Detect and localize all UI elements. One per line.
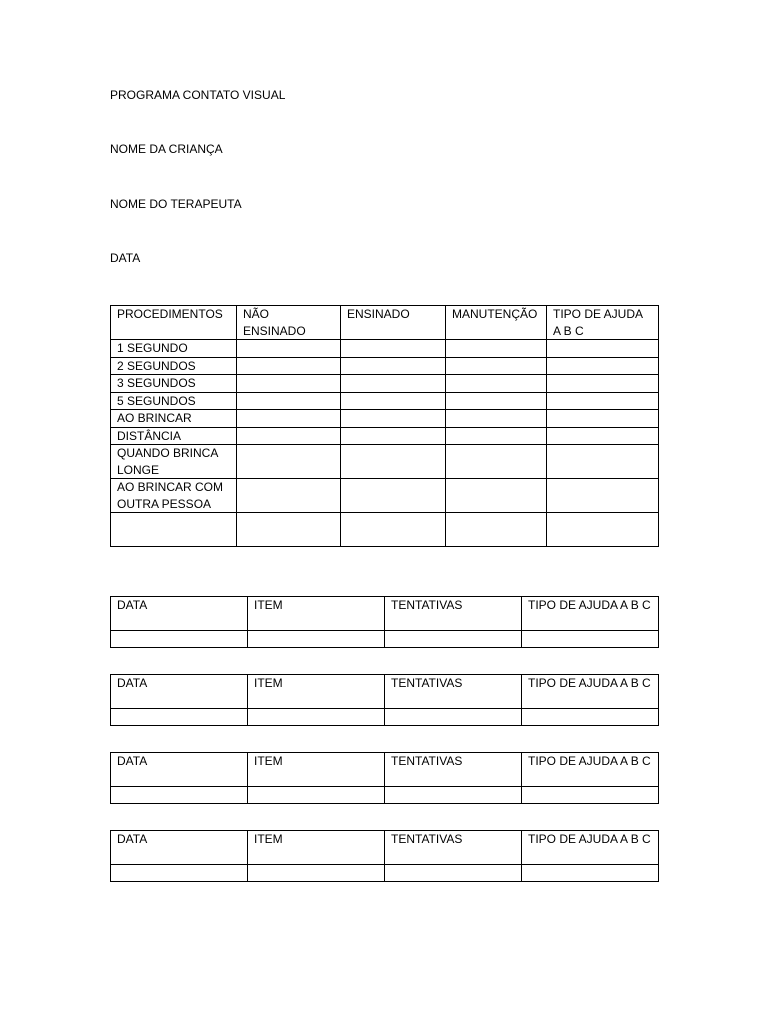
- empty-cell[interactable]: [446, 427, 547, 445]
- empty-cell[interactable]: [547, 340, 659, 358]
- session-table: [110, 596, 659, 648]
- header-cell: TIPO DE AJUDA A B C: [522, 675, 659, 709]
- procedure-cell: 2 SEGUNDOS: [111, 357, 237, 375]
- child-name-label: NOME DA CRIANÇA: [110, 142, 223, 156]
- empty-cell[interactable]: [341, 392, 446, 410]
- empty-cell[interactable]: [248, 709, 385, 726]
- empty-cell[interactable]: [547, 410, 659, 428]
- table-row: [111, 787, 659, 804]
- header-cell: MANUTENÇÃO: [446, 306, 547, 340]
- empty-cell[interactable]: [248, 631, 385, 648]
- empty-cell[interactable]: [446, 375, 547, 393]
- empty-cell[interactable]: [341, 410, 446, 428]
- empty-cell[interactable]: [547, 445, 659, 479]
- table-row: [111, 513, 659, 547]
- header-cell: NÃO ENSINADO: [237, 306, 341, 340]
- header-cell: TENTATIVAS: [385, 831, 522, 865]
- session-header-row: [111, 753, 659, 787]
- header-cell: DATA: [111, 831, 248, 865]
- date-label: DATA: [110, 251, 141, 265]
- header-cell: ENSINADO: [341, 306, 446, 340]
- header-cell: ITEM: [248, 753, 385, 787]
- empty-cell[interactable]: [237, 445, 341, 479]
- empty-cell[interactable]: [522, 631, 659, 648]
- header-cell: DATA: [111, 675, 248, 709]
- empty-cell[interactable]: [237, 427, 341, 445]
- empty-cell[interactable]: [547, 392, 659, 410]
- procedure-cell[interactable]: [111, 513, 237, 547]
- session-table: [110, 674, 659, 726]
- empty-cell[interactable]: [522, 787, 659, 804]
- table-row: [111, 375, 659, 393]
- header-cell: TENTATIVAS: [385, 597, 522, 631]
- empty-cell[interactable]: [237, 392, 341, 410]
- header-cell: PROCEDIMENTOS: [111, 306, 237, 340]
- empty-cell[interactable]: [547, 513, 659, 547]
- empty-cell[interactable]: [385, 787, 522, 804]
- procedure-cell: AO BRINCAR: [111, 410, 237, 428]
- empty-cell[interactable]: [341, 513, 446, 547]
- empty-cell[interactable]: [522, 865, 659, 882]
- empty-cell[interactable]: [237, 340, 341, 358]
- procedure-cell: 3 SEGUNDOS: [111, 375, 237, 393]
- table-row: [111, 340, 659, 358]
- empty-cell[interactable]: [385, 709, 522, 726]
- empty-cell[interactable]: [111, 709, 248, 726]
- procedure-cell: AO BRINCAR COM OUTRA PESSOA: [111, 479, 237, 513]
- session-table: [110, 752, 659, 804]
- empty-cell[interactable]: [341, 357, 446, 375]
- procedures-table: [110, 305, 659, 547]
- table-row: [111, 392, 659, 410]
- session-table: [110, 830, 659, 882]
- table-row: [111, 631, 659, 648]
- empty-cell[interactable]: [547, 357, 659, 375]
- procedure-cell: QUANDO BRINCA LONGE: [111, 445, 237, 479]
- table-row: [111, 357, 659, 375]
- empty-cell[interactable]: [111, 787, 248, 804]
- empty-cell[interactable]: [446, 513, 547, 547]
- procedure-cell: 5 SEGUNDOS: [111, 392, 237, 410]
- procedures-header-row: [111, 306, 659, 340]
- empty-cell[interactable]: [341, 445, 446, 479]
- header-cell: ITEM: [248, 675, 385, 709]
- empty-cell[interactable]: [385, 631, 522, 648]
- table-row: [111, 865, 659, 882]
- empty-cell[interactable]: [446, 357, 547, 375]
- header-cell: TIPO DE AJUDA A B C: [522, 597, 659, 631]
- header-cell: ITEM: [248, 831, 385, 865]
- empty-cell[interactable]: [237, 479, 341, 513]
- table-row: [111, 709, 659, 726]
- empty-cell[interactable]: [341, 479, 446, 513]
- session-header-row: [111, 831, 659, 865]
- empty-cell[interactable]: [446, 445, 547, 479]
- therapist-name-label: NOME DO TERAPEUTA: [110, 197, 242, 211]
- empty-cell[interactable]: [248, 865, 385, 882]
- procedure-cell: 1 SEGUNDO: [111, 340, 237, 358]
- header-cell: TENTATIVAS: [385, 753, 522, 787]
- empty-cell[interactable]: [547, 479, 659, 513]
- empty-cell[interactable]: [547, 375, 659, 393]
- empty-cell[interactable]: [111, 631, 248, 648]
- table-row: [111, 445, 659, 479]
- empty-cell[interactable]: [341, 427, 446, 445]
- session-header-row: [111, 675, 659, 709]
- empty-cell[interactable]: [237, 375, 341, 393]
- session-header-row: [111, 597, 659, 631]
- table-row: [111, 410, 659, 428]
- table-row: [111, 427, 659, 445]
- empty-cell[interactable]: [446, 392, 547, 410]
- empty-cell[interactable]: [237, 357, 341, 375]
- table-row: [111, 479, 659, 513]
- header-cell: TIPO DE AJUDA A B C: [522, 831, 659, 865]
- empty-cell[interactable]: [446, 479, 547, 513]
- header-cell: DATA: [111, 753, 248, 787]
- header-cell: ITEM: [248, 597, 385, 631]
- header-cell: TIPO DE AJUDA A B C: [522, 753, 659, 787]
- empty-cell[interactable]: [547, 427, 659, 445]
- empty-cell[interactable]: [446, 410, 547, 428]
- empty-cell[interactable]: [237, 513, 341, 547]
- empty-cell[interactable]: [446, 340, 547, 358]
- empty-cell[interactable]: [385, 865, 522, 882]
- empty-cell[interactable]: [248, 787, 385, 804]
- empty-cell[interactable]: [522, 709, 659, 726]
- program-title: PROGRAMA CONTATO VISUAL: [110, 88, 286, 102]
- header-cell: TENTATIVAS: [385, 675, 522, 709]
- empty-cell[interactable]: [237, 410, 341, 428]
- procedure-cell: DISTÂNCIA: [111, 427, 237, 445]
- header-cell: DATA: [111, 597, 248, 631]
- empty-cell[interactable]: [341, 375, 446, 393]
- header-cell: TIPO DE AJUDA A B C: [547, 306, 659, 340]
- empty-cell[interactable]: [111, 865, 248, 882]
- empty-cell[interactable]: [341, 340, 446, 358]
